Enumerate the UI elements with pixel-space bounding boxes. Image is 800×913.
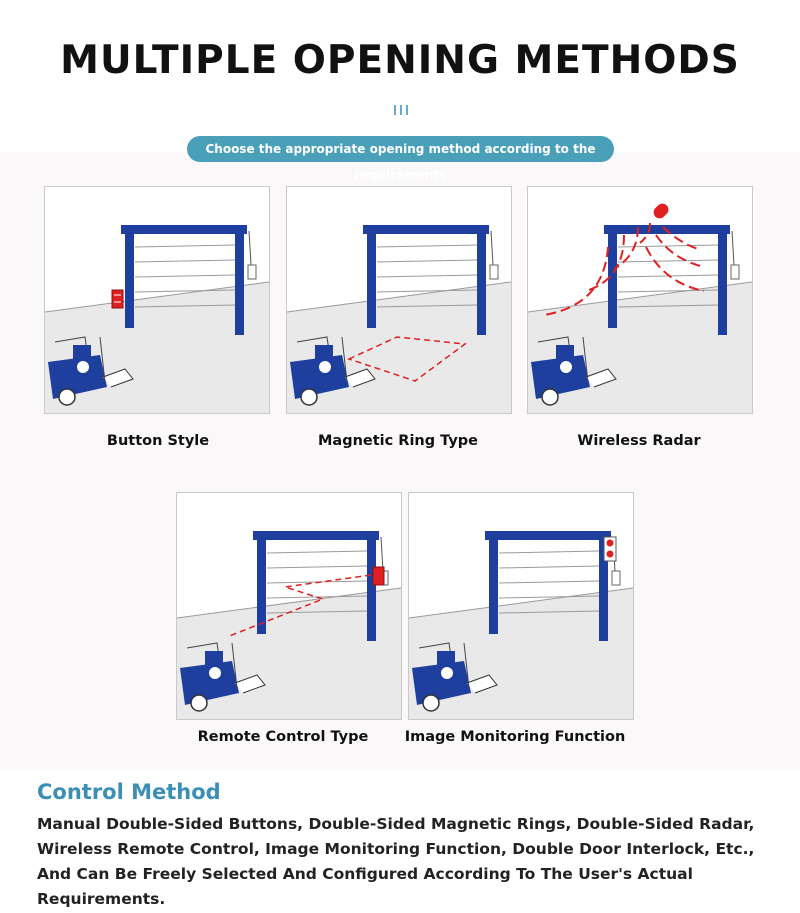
method-card-magnetic-ring [286, 186, 512, 414]
method-label-button: Button Style [106, 433, 210, 449]
magnetic-ring-door-icon [287, 187, 511, 413]
subtitle-banner: Choose the appropriate opening method according to the requirements [187, 136, 614, 162]
method-label-remote: Remote Control Type [197, 729, 369, 745]
image-monitoring-door-icon [409, 493, 633, 719]
method-label-magnetic-ring: Magnetic Ring Type [317, 433, 479, 449]
control-method-heading: Control Method [37, 780, 221, 804]
method-label-radar: Wireless Radar [577, 433, 701, 449]
method-card-radar [527, 186, 753, 414]
page-title: MULTIPLE OPENING METHODS [60, 38, 740, 83]
method-card-remote [176, 492, 402, 720]
control-method-description: Manual Double-Sided Buttons, Double-Sided Magnetic Rings, Double-Sided Radar, Wireless Remote Control, Image Monitoring Function, Double Door Interlock, Etc., And Can Be Freely Selected And Configured According To The User's Actual Requirements. [37, 815, 755, 908]
button-door-icon [45, 187, 269, 413]
remote-control-door-icon [177, 493, 401, 719]
method-card-button [44, 186, 270, 414]
method-label-image-monitoring: Image Monitoring Function [404, 729, 626, 745]
method-card-image-monitoring [408, 492, 634, 720]
divider-ticks-icon [391, 104, 411, 116]
radar-door-icon [528, 187, 752, 413]
